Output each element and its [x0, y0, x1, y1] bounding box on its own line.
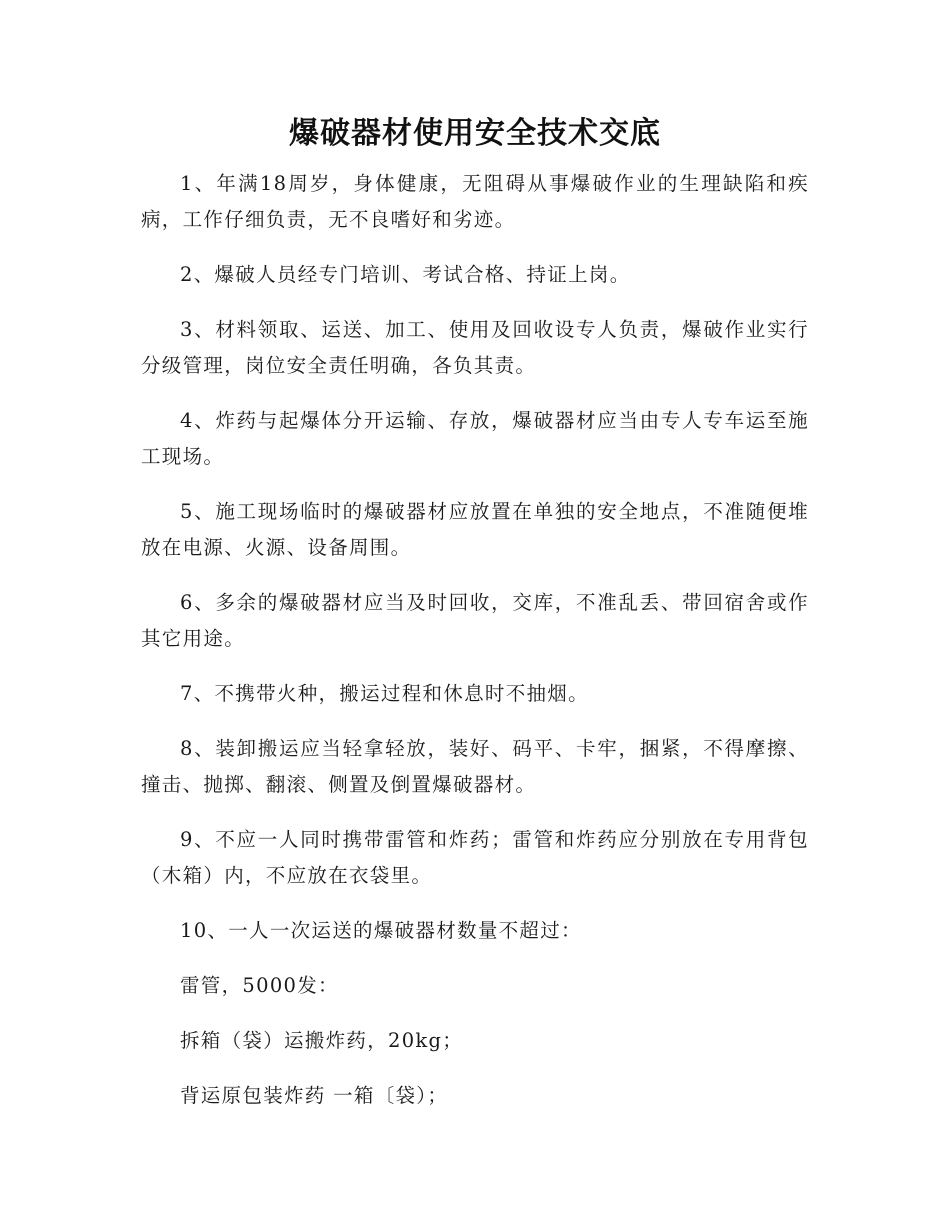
paragraph-4: 4、炸药与起爆体分开运输、存放，爆破器材应当由专人专车运至施工现场。 — [141, 409, 809, 468]
paragraph-8: 8、装卸搬运应当轻拿轻放，装好、码平、卡牢，捆紧，不得摩擦、撞击、抛掷、翻滚、侧置及倒置爆破器材。 — [141, 737, 809, 796]
paragraph-7: 7、不携带火种，搬运过程和休息时不抽烟。 — [180, 682, 589, 705]
document-title: 爆破器材使用安全技术交底 — [289, 116, 661, 151]
limit-unpacked-explosives: 拆箱（袋）运搬炸药，20kg； — [180, 1029, 464, 1052]
paragraph-3: 3、材料领取、运送、加工、使用及回收设专人负责，爆破作业实行分级管理，岗位安全责任明确，各负其责。 — [141, 318, 809, 377]
paragraph-2: 2、爆破人员经专门培训、考试合格、持证上岗。 — [180, 263, 631, 286]
paragraph-6: 6、多余的爆破器材应当及时回收，交库，不准乱丢、带回宿舍或作其它用途。 — [141, 591, 809, 650]
paragraph-9: 9、不应一人同时携带雷管和炸药；雷管和炸药应分别放在专用背包（木箱）内，不应放在衣袋里。 — [141, 828, 809, 887]
paragraph-1: 1、年满18周岁，身体健康，无阻碍从事爆破作业的生理缺陷和疾病，工作仔细负责，无不良嗜好和劣迹。 — [141, 172, 809, 231]
paragraph-5: 5、施工现场临时的爆破器材应放置在单独的安全地点，不准随便堆放在电源、火源、设备周围。 — [141, 500, 809, 559]
paragraph-10: 10、一人一次运送的爆破器材数量不超过： — [180, 919, 582, 942]
limit-packed-explosives: 背运原包装炸药 一箱〔袋）； — [180, 1084, 449, 1107]
document-body — [141, 166, 809, 1133]
limit-detonators: 雷管，5000发： — [180, 974, 339, 997]
